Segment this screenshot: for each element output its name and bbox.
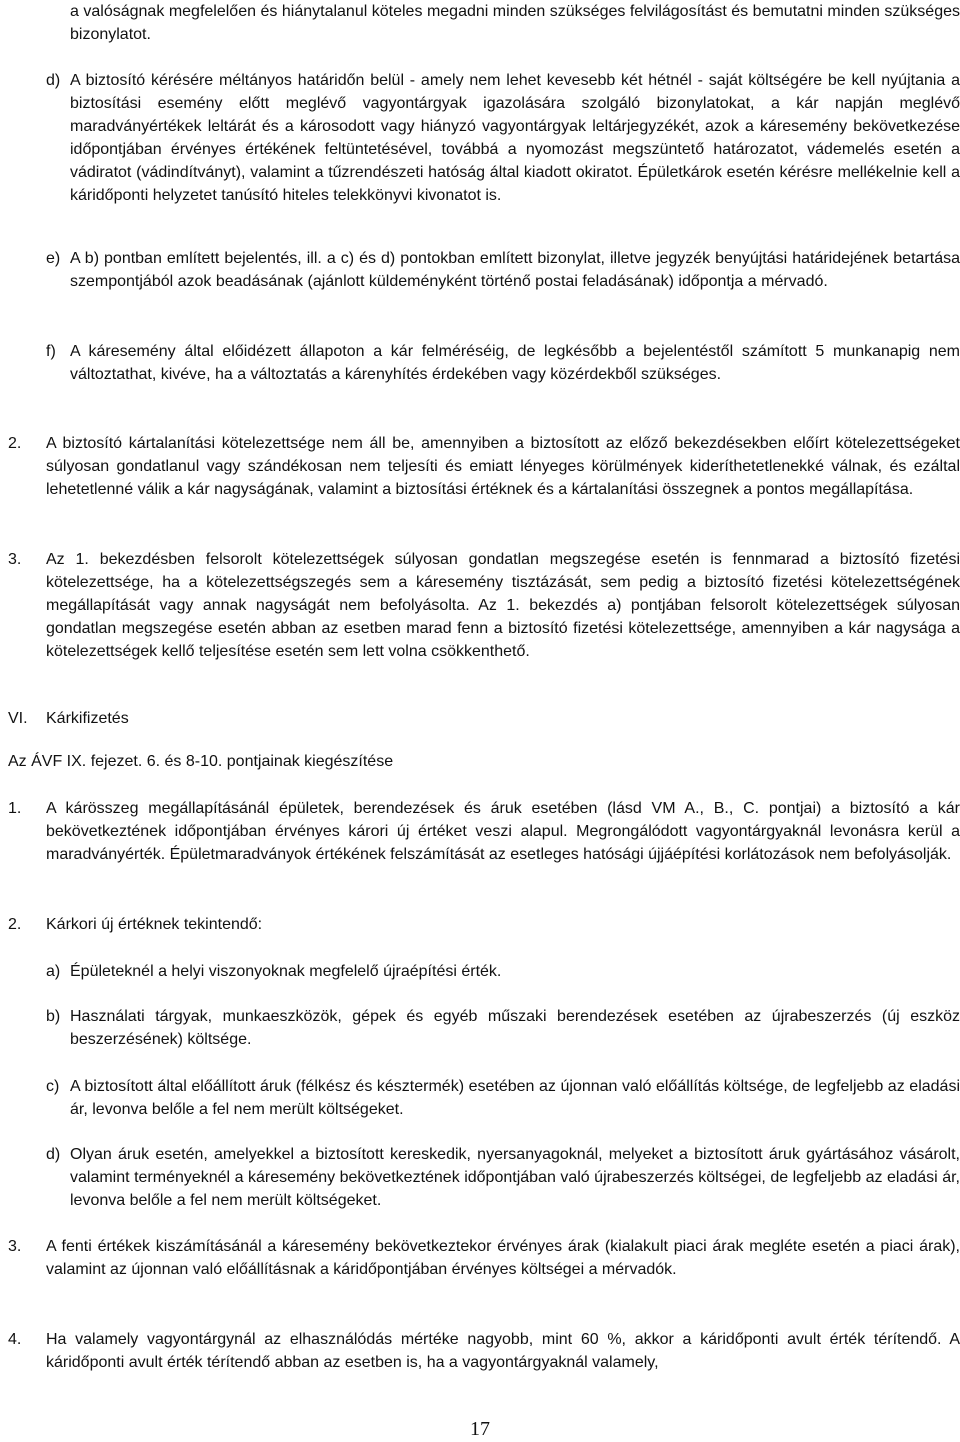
point-2-text: Kárkori új értéknek tekintendő: xyxy=(46,916,263,933)
subpoint-label-c: c) xyxy=(46,1078,60,1095)
subpoint-b-text: Használati tárgyak, munkaeszközök, gépek és egyéb műszaki berendezések esetében az újrabeszerzés (új eszköz beszerzésének) költsége. xyxy=(70,1008,960,1048)
page-number: 17 xyxy=(470,1418,490,1440)
point-label-4: 4. xyxy=(8,1331,22,1348)
section-label-2: 2. xyxy=(8,435,22,452)
section-2-text: A biztosító kártalanítási kötelezettsége nem áll be, amennyiben a biztosított az előző bekezdésekben előírt kötelezettségeket súlyosan gondatlanul vagy szándékosan nem teljesíti és emiatt lényeges körülmények kideríthetetlenekké válnak, és ezáltal lehetetlenné válik a kár nagyságának, valamint a biztosítási értéknek és a kártalanítási összegnek a pontos megállapítása. xyxy=(46,435,960,498)
point-4-text: Ha valamely vagyontárgynál az elhasználódás mértéke nagyobb, mint 60 %, akkor a káridőponti avult érték térítendő. A káridőponti avult érték térítendő abban az esetben is, ha a vagyontárgyaknál valamely, xyxy=(46,1331,960,1371)
point-label-2: 2. xyxy=(8,916,22,933)
subpoint-c-text: A biztosított által előállított áruk (félkész és késztermék) esetében az újonnan való előállítás költsége, de legfeljebb az eladási ár, levonva belőle a fel nem merült költségeket. xyxy=(70,1078,960,1118)
item-label-f: f) xyxy=(46,343,56,360)
item-d-text: A biztosító kérésére méltányos határidőn belül - amely nem lehet kevesebb két hétnél - saját költségére be kell nyújtania a biztosítási esemény előtt meglévő vagyontárgyak igazolására szolgáló bizonylatokat, a kár napján meglévő maradványértékek leltárát és a károsodott vagy hiányzó vagyontárgyak leltárjegyzékét, azok a káresemény bekövetkezése időpontjában érvényes értékének feltüntetésével, továbbá a nyomozást megszüntető határozatot, vádemelés esetén a vádiratot (vádindítványt), valamint a tűzrendészeti hatóság által kiadott okiratot. Épületkárok esetén kérésre mellékelnie kell a káridőponti helyzetet tanúsító hiteles telekkönyvi kivonatot is. xyxy=(70,72,960,204)
subpoint-label-b: b) xyxy=(46,1008,61,1025)
point-label-3: 3. xyxy=(8,1238,22,1255)
avf-note: Az ÁVF IX. fejezet. 6. és 8-10. pontjainak kiegészítése xyxy=(8,753,394,770)
point-label-1: 1. xyxy=(8,800,22,817)
paragraph-continuation: a valóságnak megfelelően és hiánytalanul köteles megadni minden szükséges felvilágosítást és bemutatni minden szükséges bizonylatot. xyxy=(70,3,960,43)
item-f-text: A káresemény által előidézett állapoton a kár felméréséig, de legkésőbb a bejelentéstől számított 5 munkanapig nem változtathat, kivéve, ha a változtatás a kárenyhítés érdekében vagy közérdekből szükséges. xyxy=(70,343,960,383)
section-label-3: 3. xyxy=(8,551,22,568)
item-label-d: d) xyxy=(46,72,61,89)
chapter-title: Kárkifizetés xyxy=(46,710,129,727)
subpoint-label-a: a) xyxy=(46,963,61,980)
point-3-text: A fenti értékek kiszámításánál a káresemény bekövetkeztekor érvényes árak (kialakult piaci árak megléte esetén a piaci árak), valamint az újonnan való előállításnak a káridőpontjában érvényes költségei a mérvadók. xyxy=(46,1238,960,1278)
section-3-text: Az 1. bekezdésben felsorolt kötelezettségek súlyosan gondatlan megszegése esetén is fennmarad a biztosító fizetési kötelezettsége, ha a kötelezettségszegés sem a káresemény tisztázását, sem pedig a biztosító fizetési kötelezettségének megállapítását vagy annak nagyságát nem befolyásolta. Az 1. bekezdés a) pontjában felsorolt kötelezettségek súlyosan gondatlan megszegése esetén abban az esetben marad fenn a biztosító fizetési kötelezettsége, amennyiben a kár nagysága a kötelezettségek kellő teljesítése esetén sem lett volna csökkenthető. xyxy=(46,551,960,660)
chapter-number: VI. xyxy=(8,710,28,727)
item-label-e: e) xyxy=(46,250,61,267)
subpoint-a-text: Épületeknél a helyi viszonyoknak megfelelő újraépítési érték. xyxy=(70,963,502,980)
point-1-text: A kárösszeg megállapításánál épületek, berendezések és áruk esetében (lásd VM A., B., C. pontjai) a biztosító a kár bekövetkeztének időpontjában érvényes károri új értéket veszi alapul. Megrongálódott vagyontárgyaknál levonásra kerül a maradványérték. Épületmaradványok értékének felszámítását az esetleges hatósági újjáépítési korlátozások nem befolyásolják. xyxy=(46,800,960,863)
subpoint-label-d: d) xyxy=(46,1146,61,1163)
item-e-text: A b) pontban említett bejelentés, ill. a c) és d) pontokban említett bizonylat, illetve jegyzék benyújtási határidejének betartása szempontjából azok beadásának (ajánlott küldeményként történő postai feladásának) időpontja a mérvadó. xyxy=(70,250,960,290)
subpoint-d-text: Olyan áruk esetén, amelyekkel a biztosított kereskedik, nyersanyagoknál, melyeket a biztosított áruk gyártásához vásárolt, valamint terményeknél a káresemény bekövetkeztének időpontjában való újrabeszerzés költségei, de legfeljebb az eladási ár, levonva belőle a fel nem merült költségeket. xyxy=(70,1146,960,1209)
